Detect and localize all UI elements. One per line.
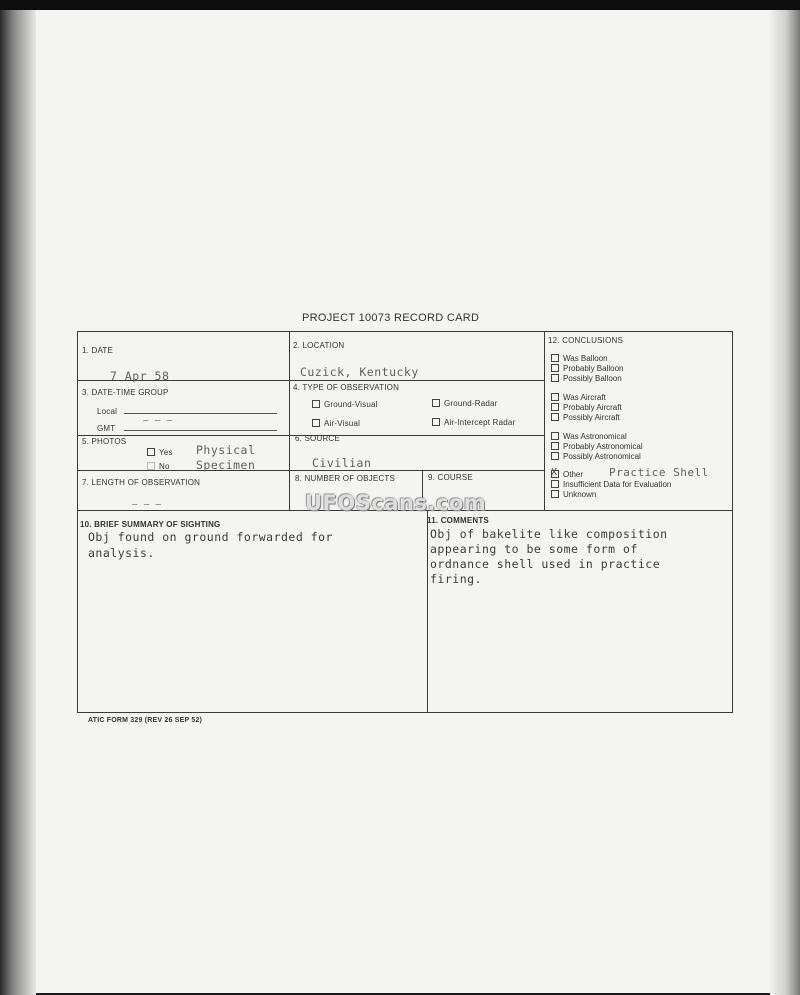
photos-value-line1: Physical [196, 443, 256, 457]
ground-visual-option: Ground-Visual [312, 400, 378, 409]
length-of-observation-label: 7. LENGTH OF OBSERVATION [82, 478, 201, 487]
divider [427, 510, 428, 712]
checkbox-icon [147, 462, 155, 470]
conclusion-probably-astronomical: Probably Astronomical [551, 442, 643, 451]
checkbox-icon [432, 418, 440, 426]
scan-left-shadow [0, 10, 36, 995]
comments-line: appearing to be some form of [430, 542, 638, 556]
gmt-label: GMT [97, 424, 116, 433]
date-label: 1. DATE [82, 346, 114, 355]
checkbox-icon [551, 480, 559, 488]
brief-summary-label: 10. BRIEF SUMMARY OF SIGHTING [80, 520, 221, 529]
conclusion-was-aircraft: Was Aircraft [551, 393, 606, 402]
date-time-group-label: 3. DATE-TIME GROUP [82, 388, 169, 397]
conclusion-unknown: Unknown [551, 490, 596, 499]
checkbox-icon [147, 448, 155, 456]
conclusions-label: 12. CONCLUSIONS [548, 336, 624, 345]
gmt-value: — — — [143, 416, 173, 426]
source-value: Civilian [312, 456, 372, 470]
length-of-observation-value: — — — [132, 500, 162, 510]
divider [289, 332, 290, 510]
number-of-objects-label: 8. NUMBER OF OBJECTS [295, 474, 396, 483]
local-label: Local [97, 407, 118, 416]
scan-right-shadow [770, 10, 800, 995]
location-label: 2. LOCATION [293, 341, 345, 350]
checkbox-checked-icon: X [551, 467, 558, 478]
air-intercept-radar-option: Air-Intercept Radar [432, 418, 515, 427]
comments-line: ordnance shell used in practice [430, 557, 661, 571]
checkbox-icon [432, 399, 440, 407]
date-value: 7 Apr 58 [110, 369, 170, 383]
conclusion-possibly-balloon: Possibly Balloon [551, 374, 622, 383]
course-label: 9. COURSE [428, 473, 473, 482]
checkbox-icon [551, 413, 559, 421]
comments-line: firing. [430, 572, 482, 586]
checkbox-icon [551, 432, 559, 440]
local-line [124, 413, 277, 414]
checkbox-icon [551, 490, 559, 498]
gmt-line [124, 430, 277, 431]
card-title: PROJECT 10073 RECORD CARD [302, 312, 480, 324]
type-of-observation-label: 4. TYPE OF OBSERVATION [293, 383, 400, 392]
brief-summary-line: analysis. [88, 546, 155, 560]
photos-label: 5. PHOTOS [82, 437, 127, 446]
scan-top-edge [0, 0, 800, 10]
checkbox-icon [551, 403, 559, 411]
conclusion-other: X Other [551, 467, 584, 479]
source-label: 6. SOURCE [295, 434, 340, 443]
brief-summary-line: Obj found on ground forwarded for [88, 530, 333, 544]
conclusion-possibly-astronomical: Possibly Astronomical [551, 452, 641, 461]
photos-yes-option: Yes [147, 448, 173, 457]
checkbox-icon [551, 442, 559, 450]
checkbox-icon [312, 419, 320, 427]
form-id: ATIC FORM 329 (REV 26 SEP 52) [88, 717, 203, 724]
conclusion-was-balloon: Was Balloon [551, 354, 608, 363]
checkbox-icon [312, 400, 320, 408]
conclusion-probably-aircraft: Probably Aircraft [551, 403, 622, 412]
conclusion-insufficient-data: Insufficient Data for Evaluation [551, 480, 671, 489]
location-value: Cuzick, Kentucky [300, 365, 419, 379]
comments-label: 11. COMMENTS [427, 516, 489, 525]
conclusion-possibly-aircraft: Possibly Aircraft [551, 413, 620, 422]
conclusion-probably-balloon: Probably Balloon [551, 364, 623, 373]
air-visual-option: Air-Visual [312, 419, 360, 428]
checkbox-icon [551, 393, 559, 401]
photos-no-option: No [147, 462, 170, 471]
checkbox-icon [551, 364, 559, 372]
checkbox-icon [551, 452, 559, 460]
divider [544, 332, 545, 510]
checkbox-icon [551, 374, 559, 382]
photos-value-line2: Specimen [196, 458, 256, 472]
conclusion-other-value: Practice Shell [609, 466, 709, 479]
ground-radar-option: Ground-Radar [432, 399, 498, 408]
watermark: UFOScans.com [305, 491, 487, 515]
checkbox-icon [551, 354, 559, 362]
comments-line: Obj of bakelite like composition [430, 527, 668, 541]
conclusion-was-astronomical: Was Astronomical [551, 432, 627, 441]
